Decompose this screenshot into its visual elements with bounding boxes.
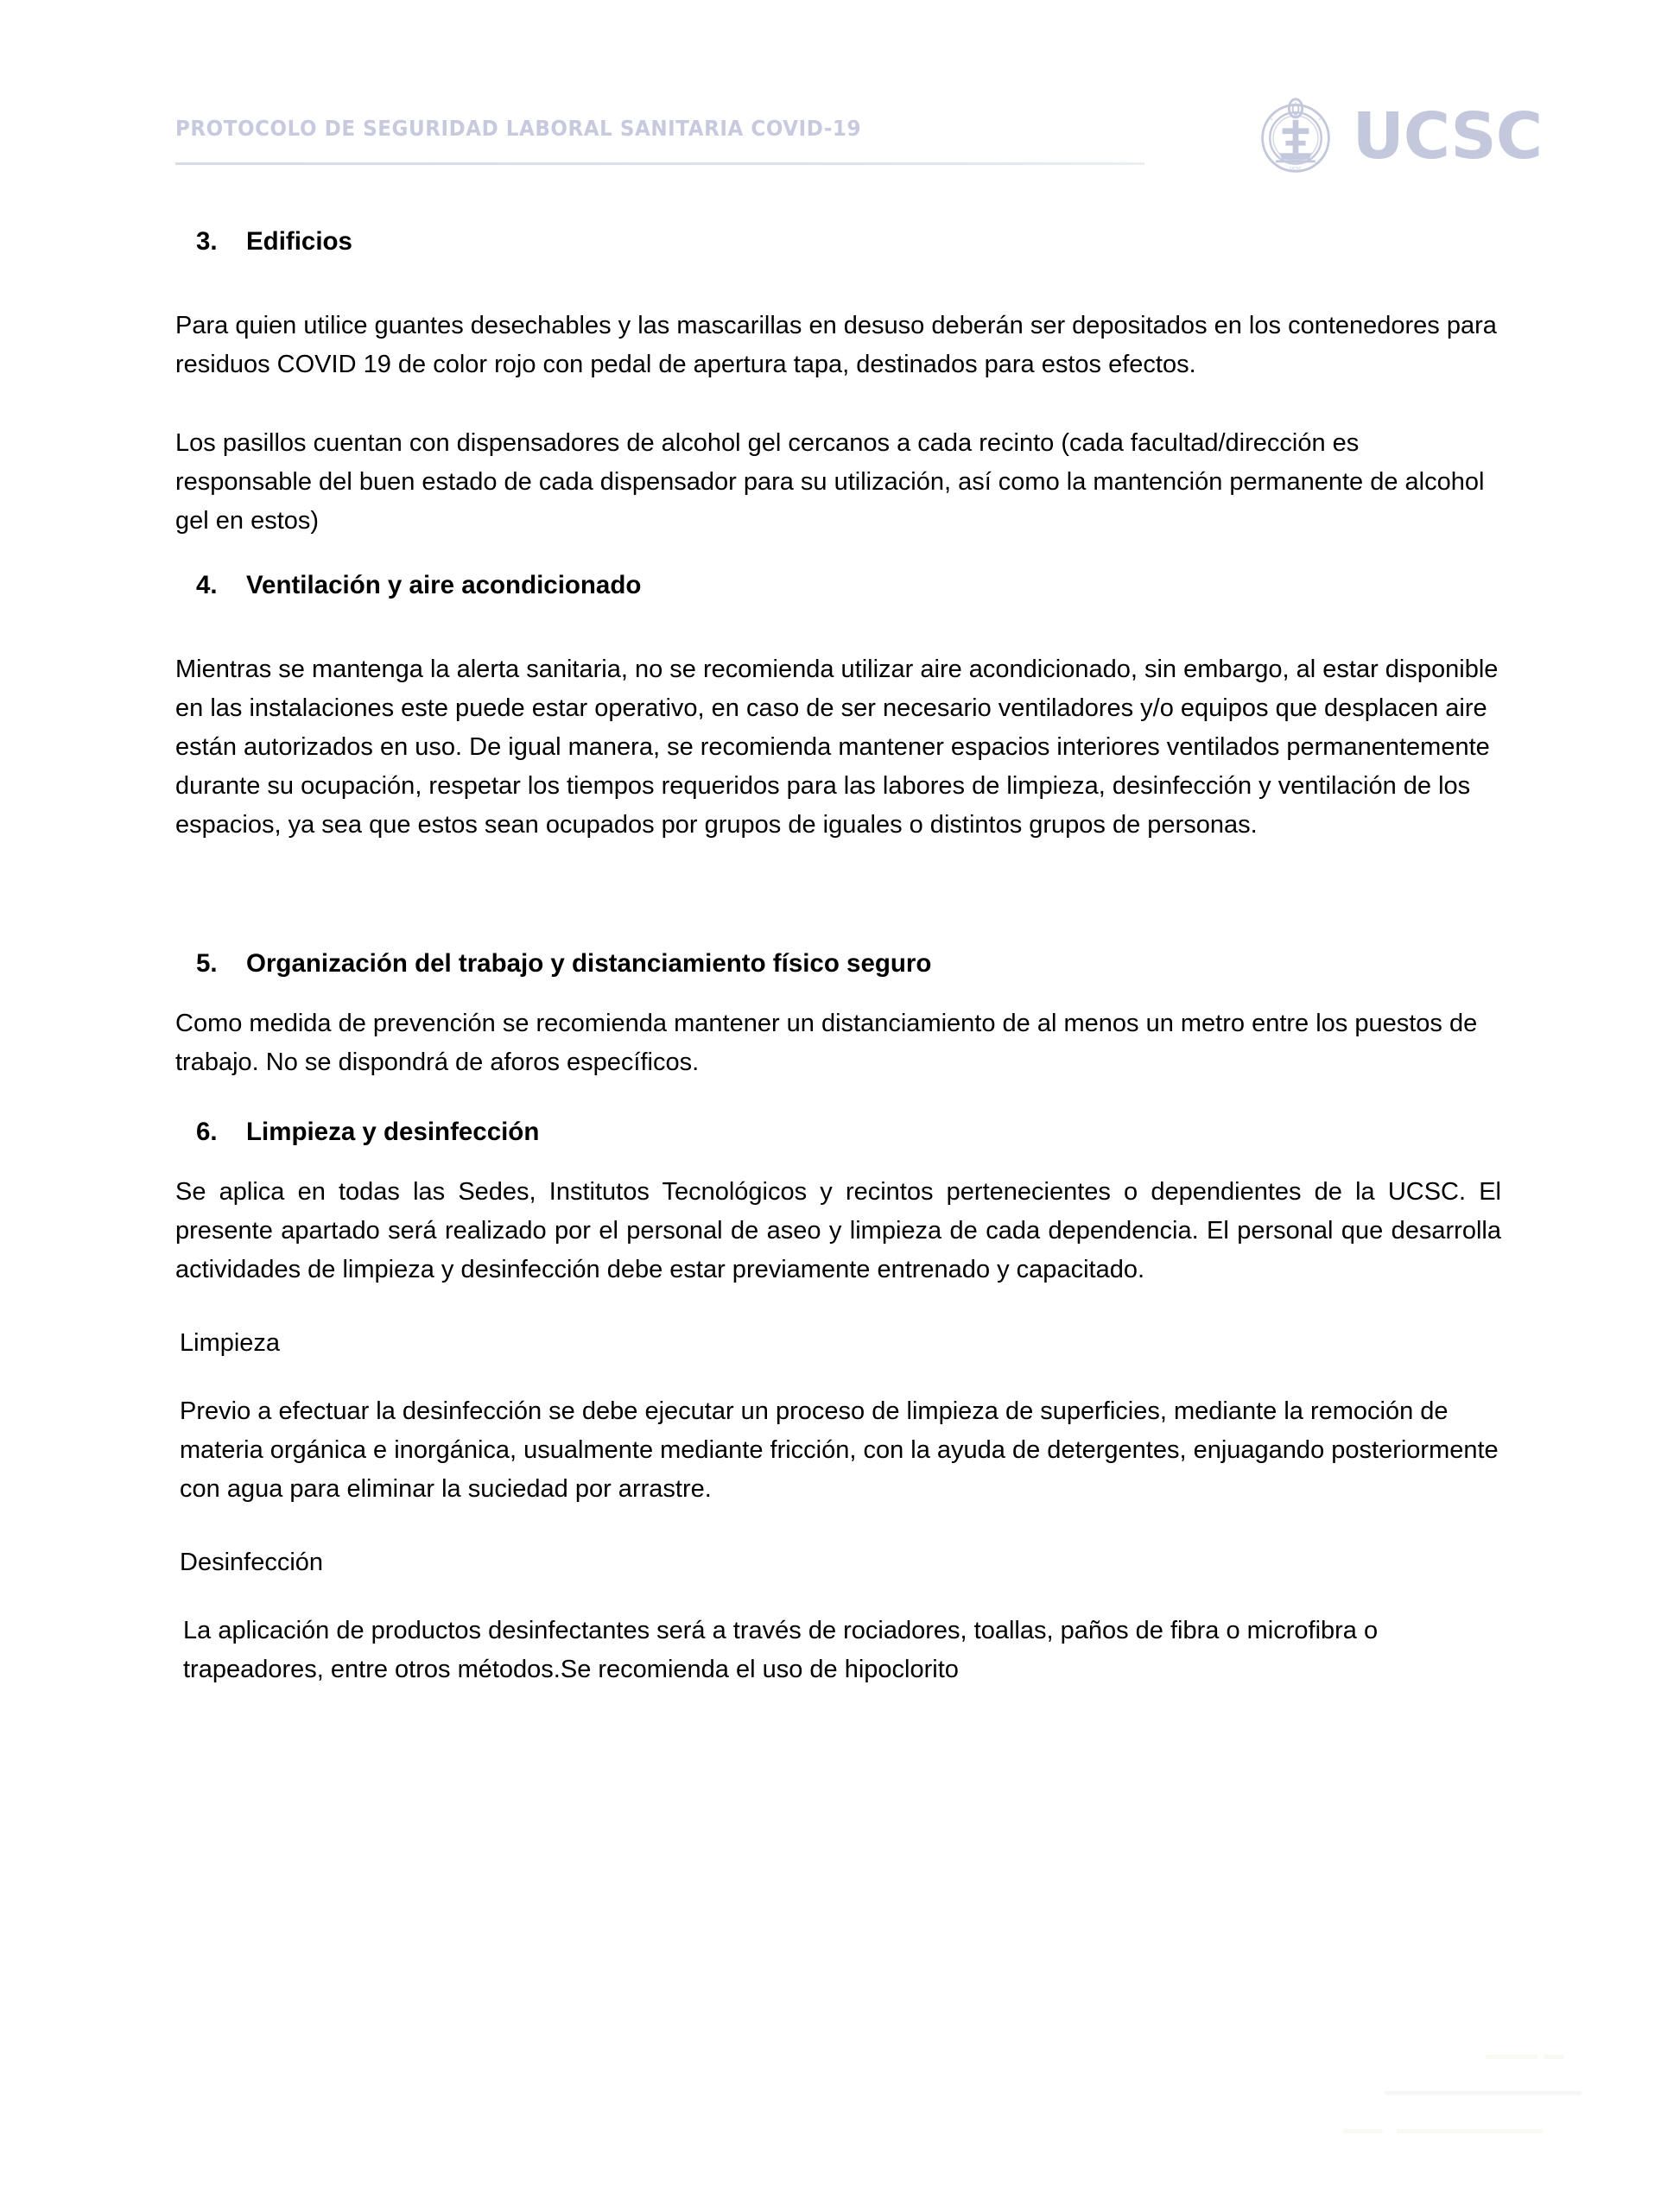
- section-title-3: Edificios: [246, 227, 352, 256]
- section-heading-6: [175, 1117, 1501, 1149]
- subsection-label-limpieza: Limpieza: [180, 1328, 281, 1357]
- section-title-4: Ventilación y aire acondicionado: [246, 570, 642, 599]
- page-header: [175, 99, 1559, 206]
- section-number-5: 5.: [196, 948, 218, 978]
- watermark-mark: [1343, 2129, 1383, 2133]
- subsection-text-desinfeccion: La aplicación de productos desinfectantes será a través de rociadores, toallas, paños de fibra o microfibra o trapeadores, entre otros métodos.Se recomienda el uso de hipoclorito: [183, 1616, 1379, 1683]
- subsection-label-desinfeccion: Desinfección: [180, 1548, 324, 1576]
- paragraph-4-1: Mientras se mantenga la alerta sanitaria, no se recomienda utilizar aire acondicionado, sin embargo, al estar disponible en las instalaciones este puede estar operativo, en caso de ser necesario ventiladores y/o equipos que desplacen aire están autorizados en uso. De igual manera, se recomienda mantener espacios interiores ventilados permanentemente durante su ocupación, respetar los tiempos requeridos para las labores de limpieza, desinfección y ventilación de los espacios, ya sea que estos sean ocupados por grupos de iguales o distintos grupos de personas.: [175, 655, 1499, 839]
- footer-watermark: [1343, 2034, 1628, 2163]
- ucsc-logo: [1254, 95, 1542, 178]
- header-divider: [175, 162, 1144, 165]
- section-title-6: Limpieza y desinfección: [246, 1117, 540, 1146]
- section-heading-3: [175, 226, 1501, 258]
- section-heading-5: [175, 948, 1501, 980]
- subsection-text-limpieza: Previo a efectuar la desinfección se debe ejecutar un proceso de limpieza de superficies, mediante la remoción de materia orgánica e inorgánica, usualmente mediante fricción, con la ayuda de detergentes, enjuagando posteriormente con agua para eliminar la suciedad por arrastre.: [180, 1397, 1499, 1503]
- section-title-5: Organización del trabajo y distanciamiento físico seguro: [246, 948, 932, 978]
- paragraph-5-1: Como medida de prevención se recomienda mantener un distanciamiento de al menos un metro entre los puestos de trabajo. No se dispondrá de aforos específicos.: [175, 1009, 1478, 1076]
- paragraph-3-2: Los pasillos cuentan con dispensadores de alcohol gel cercanos a cada recinto (cada facultad/dirección es responsable del buen estado de cada dispensador para su utilización, así como la mantención permanente de alcohol gel en estos): [175, 428, 1485, 535]
- document-body: [175, 226, 1501, 1689]
- paragraph-6-1: Se aplica en todas las Sedes, Institutos Tecnológicos y recintos pertenecientes o dependientes de la UCSC. El presente apartado será realizado por el personal de aseo y limpieza de cada dependencia. El personal que desarrolla actividades de limpieza y desinfección debe estar previamente entrenado y capacitado.: [175, 1177, 1501, 1283]
- university-seal-icon: [1254, 95, 1337, 178]
- section-heading-4: [175, 570, 1501, 602]
- watermark-mark: [1385, 2091, 1582, 2095]
- watermark-mark: [1486, 2055, 1537, 2059]
- section-number-3: 3.: [196, 227, 218, 256]
- watermark-mark: [1544, 2055, 1564, 2059]
- header-title: PROTOCOLO DE SEGURIDAD LABORAL SANITARIA COVID-19: [175, 116, 862, 141]
- watermark-mark: [1397, 2129, 1544, 2133]
- svg-text:UCSC: UCSC: [1290, 167, 1302, 172]
- section-number-4: 4.: [196, 570, 218, 599]
- paragraph-3-1: Para quien utilice guantes desechables y las mascarillas en desuso deberán ser depositados en los contenedores para residuos COVID 19 de color rojo con pedal de apertura tapa, destinados para estos efectos.: [175, 311, 1497, 378]
- section-number-6: 6.: [196, 1117, 218, 1146]
- ucsc-wordmark: UCSC: [1352, 99, 1542, 174]
